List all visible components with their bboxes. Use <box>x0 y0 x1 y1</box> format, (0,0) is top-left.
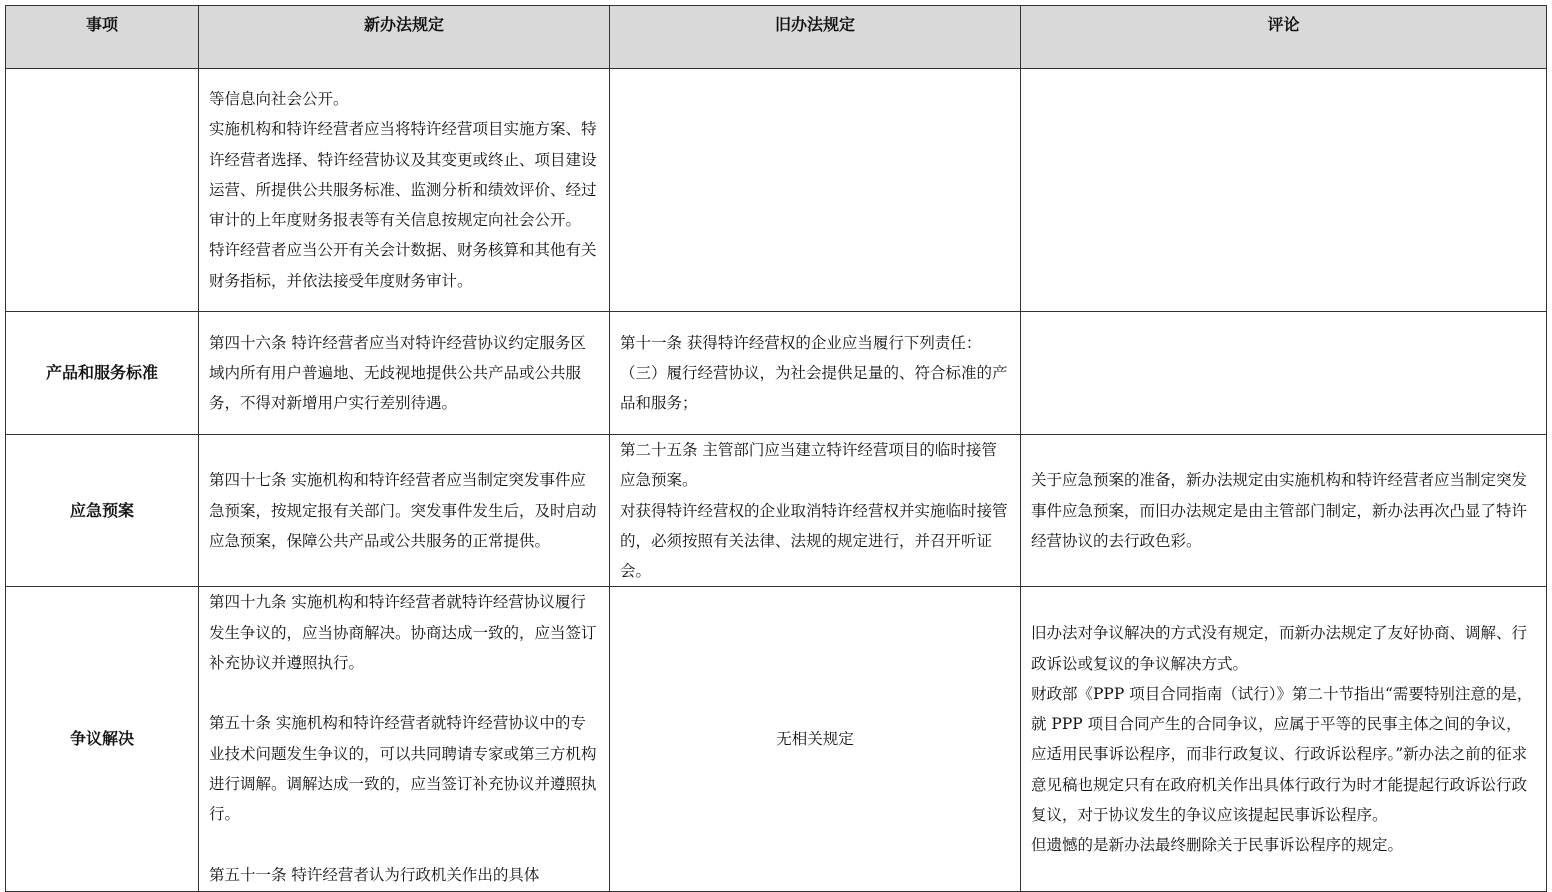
regulation-comparison-table <box>5 5 1547 892</box>
table-row <box>6 435 1547 587</box>
row-old-rule <box>610 69 1021 312</box>
row-new-rule <box>199 435 610 587</box>
row-comment <box>1021 435 1547 587</box>
paragraph: 第二十五条 主管部门应当建立特许经营项目的临时接管应急预案。 <box>620 441 997 490</box>
paragraph: 第五十一条 特许经营者认为行政机关作出的具体 <box>209 865 540 884</box>
row-old-rule <box>610 435 1021 587</box>
row-comment <box>1021 312 1547 435</box>
paragraph: 特许经营者应当公开有关会计数据、财务核算和其他有关财务指标，并依法接受年度财务审计。 <box>209 241 597 290</box>
paragraph: 第四十六条 特许经营者应当对特许经营协议约定服务区域内所有用户普遍地、无歧视地提供公共产品或公共服务，不得对新增用户实行差别待遇。 <box>209 333 586 413</box>
paragraph: 第四十七条 实施机构和特许经营者应当制定突发事件应急预案，按规定报有关部门。突发事件发生后，及时启动应急预案，保障公共产品或公共服务的正常提供。 <box>209 471 597 550</box>
row-new-rule <box>199 69 610 312</box>
paragraph: 旧办法对争议解决的方式没有规定，而新办法规定了友好协商、调解、行政诉讼或复议的争议解决方式。 <box>1031 624 1528 673</box>
row-comment <box>1021 587 1547 892</box>
header-comment: 评论 <box>1021 6 1547 69</box>
row-new-rule <box>199 587 610 892</box>
row-comment <box>1021 69 1547 312</box>
header-old-rule: 旧办法规定 <box>610 6 1021 69</box>
paragraph: （三）履行经营协议，为社会提供足量的、符合标准的产品和服务； <box>620 363 1008 413</box>
header-new-rule: 新办法规定 <box>199 6 610 69</box>
paragraph: 关于应急预案的准备，新办法规定由实施机构和特许经营者应当制定突发事件应急预案，而旧办法规定是由主管部门制定，新办法再次凸显了特许经营协议的去行政色彩。 <box>1031 471 1528 550</box>
row-item: 产品和服务标准 <box>6 312 199 435</box>
row-item: 争议解决 <box>6 587 199 892</box>
paragraph: 财政部《PPP 项目合同指南（试行）》第二十节指出“需要特别注意的是，就 PPP 项目合同产生的合同争议，应属于平等的民事主体之间的争议，应适用民事诉讼程序，而非行政复议、行政诉讼程序。”新办法之前的征求意见稿也规定只有在政府机关作出具体行政行为时才能提起行政诉讼行政复议，对于协议发生的争议应该提起民事诉讼程序。 <box>1031 684 1533 825</box>
table-row <box>6 587 1547 892</box>
paragraph: 但遗憾的是新办法最终删除关于民事诉讼程序的规定。 <box>1031 836 1404 855</box>
header-item: 事项 <box>6 6 199 69</box>
row-old-rule: 无相关规定 <box>610 587 1021 892</box>
paragraph: 第十一条 获得特许经营权的企业应当履行下列责任： <box>620 333 982 352</box>
table-row <box>6 312 1547 435</box>
paragraph: 第四十九条 实施机构和特许经营者就特许经营协议履行发生争议的，应当协商解决。协商达成一致的，应当签订补充协议并遵照执行。 <box>209 593 597 673</box>
row-new-rule <box>199 312 610 435</box>
paragraph: 等信息向社会公开。 <box>209 89 349 108</box>
row-old-rule <box>610 312 1021 435</box>
row-item <box>6 69 199 312</box>
paragraph: 第五十条 实施机构和特许经营者就特许经营协议中的专业技术问题发生争议的，可以共同聘请专家或第三方机构进行调解。调解达成一致的，应当签订补充协议并遵照执行。 <box>209 714 597 824</box>
paragraph: 对获得特许经营权的企业取消特许经营权并实施临时接管的，必须按照有关法律、法规的规定进行，并召开听证会。 <box>620 501 1008 581</box>
paragraph: 实施机构和特许经营者应当将特许经营项目实施方案、特许经营者选择、特许经营协议及其变更或终止、项目建设运营、所提供公共服务标准、监测分析和绩效评价、经过审计的上年度财务报表等有关信息按规定向社会公开。 <box>209 120 597 230</box>
table-header-row <box>6 6 1547 69</box>
row-item: 应急预案 <box>6 435 199 587</box>
table-row <box>6 69 1547 312</box>
